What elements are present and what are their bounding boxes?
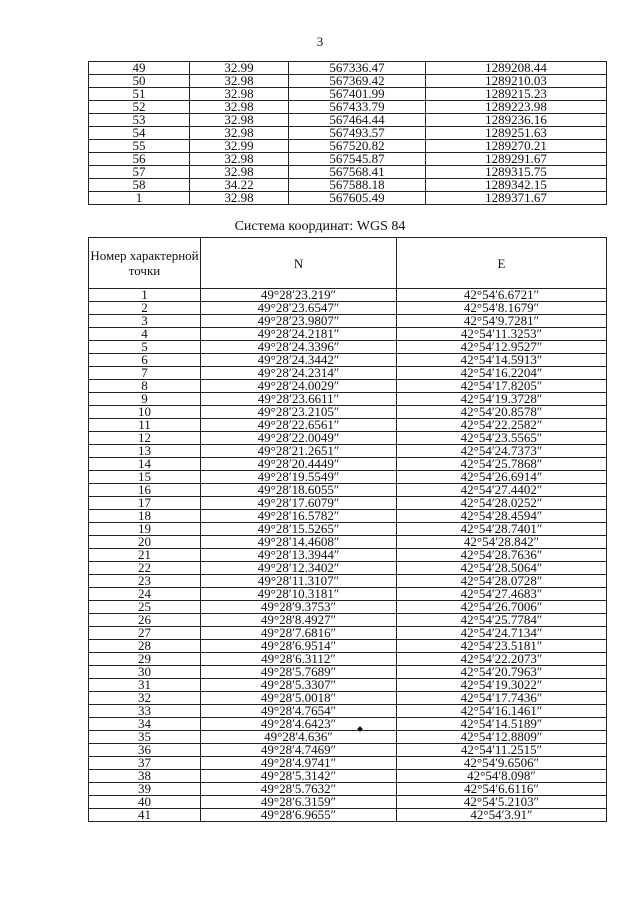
table-cell: 42°54′27.4402″ [397, 484, 607, 497]
table-cell: 567336.47 [289, 62, 426, 75]
table-cell: 34 [89, 718, 201, 731]
table-cell: 1 [89, 289, 201, 302]
table-row [89, 166, 607, 179]
table-cell: 49°28′7.6816″ [201, 627, 397, 640]
table-cell: 567588.18 [289, 179, 426, 192]
table-cell: 9 [89, 393, 201, 406]
table-cell: 42°54′20.8578″ [397, 406, 607, 419]
table-row [89, 614, 607, 627]
table-cell: 567493.57 [289, 127, 426, 140]
page-number: 3 [316, 34, 324, 49]
table-cell: 1289342.15 [426, 179, 607, 192]
table-cell: 49°28′24.3442″ [201, 354, 397, 367]
table-header-row [89, 238, 607, 289]
table-cell: 42°54′28.4594″ [397, 510, 607, 523]
table-cell: 16 [89, 484, 201, 497]
table-row [89, 809, 607, 822]
table-cell: 42°54′17.7436″ [397, 692, 607, 705]
table-cell: 42°54′20.7963″ [397, 666, 607, 679]
header-n: N [201, 238, 397, 289]
table-cell: 40 [89, 796, 201, 809]
table-cell: 10 [89, 406, 201, 419]
table-row [89, 718, 607, 731]
table-cell: 567369.42 [289, 75, 426, 88]
table-row [89, 302, 607, 315]
table-cell: 38 [89, 770, 201, 783]
table-cell: 32.98 [190, 127, 289, 140]
table-row [89, 354, 607, 367]
table-cell: 41 [89, 809, 201, 822]
table-cell: 42°54′25.7868″ [397, 458, 607, 471]
table-cell: 567464.44 [289, 114, 426, 127]
table-cell: 42°54′11.2515″ [397, 744, 607, 757]
table-cell: 1289315.75 [426, 166, 607, 179]
table-cell: 567605.49 [289, 192, 426, 205]
table-cell: 14 [89, 458, 201, 471]
table-cell: 42°54′26.6914″ [397, 471, 607, 484]
table-cell: 49°28′14.4608″ [201, 536, 397, 549]
table-cell: 49°28′5.0018″ [201, 692, 397, 705]
table-row [89, 393, 607, 406]
header-point-number: Номер характерной точки [89, 238, 201, 289]
table-cell: 49°28′22.6561″ [201, 419, 397, 432]
table-cell: 23 [89, 575, 201, 588]
table-cell: 42°54′9.6506″ [397, 757, 607, 770]
table-row [89, 523, 607, 536]
table-row [89, 341, 607, 354]
table-row [89, 114, 607, 127]
table-cell: 49°28′23.6547″ [201, 302, 397, 315]
table-cell: 42°54′28.5064″ [397, 562, 607, 575]
table-row [89, 471, 607, 484]
table-row [89, 328, 607, 341]
table-row [89, 757, 607, 770]
table-row [89, 705, 607, 718]
table-cell: 42°54′12.9527″ [397, 341, 607, 354]
table-cell: 32.98 [190, 101, 289, 114]
table-row [89, 783, 607, 796]
table-cell: 49°28′5.7689″ [201, 666, 397, 679]
table-cell: 42°54′28.7636″ [397, 549, 607, 562]
table-cell: 32.98 [190, 114, 289, 127]
table-cell: 49°28′24.2181″ [201, 328, 397, 341]
table-cell: 31 [89, 679, 201, 692]
table-row [89, 179, 607, 192]
table-cell: 32.99 [190, 62, 289, 75]
table-cell: 49°28′6.9655″ [201, 809, 397, 822]
table-cell: 33 [89, 705, 201, 718]
table-cell: 4 [89, 328, 201, 341]
table-cell: 42°54′28.7401″ [397, 523, 607, 536]
table-cell: 55 [89, 140, 190, 153]
table-cell: 35 [89, 731, 201, 744]
table-cell: 42°54′28.0728″ [397, 575, 607, 588]
table-cell: 36 [89, 744, 201, 757]
table-cell: 42°54′6.6721″ [397, 289, 607, 302]
table-row [89, 640, 607, 653]
table-cell: 567401.99 [289, 88, 426, 101]
table-cell: 42°54′3.91″ [397, 809, 607, 822]
table-row [89, 445, 607, 458]
table-cell: 32.98 [190, 75, 289, 88]
table-cell: 42°54′12.8809″ [397, 731, 607, 744]
table-row [89, 484, 607, 497]
table-cell: 42°54′5.2103″ [397, 796, 607, 809]
table-row [89, 549, 607, 562]
table-row [89, 510, 607, 523]
table-cell: 29 [89, 653, 201, 666]
table-cell: 42°54′17.8205″ [397, 380, 607, 393]
table-cell: 58 [89, 179, 190, 192]
table-cell: 7 [89, 367, 201, 380]
table-cell: 42°54′11.3253″ [397, 328, 607, 341]
table-row [89, 127, 607, 140]
table-cell: 6 [89, 354, 201, 367]
table-row [89, 653, 607, 666]
table-cell: 32.98 [190, 88, 289, 101]
table-cell: 57 [89, 166, 190, 179]
table-cell: 1289291.67 [426, 153, 607, 166]
table-cell: 49°28′6.3112″ [201, 653, 397, 666]
table-cell: 52 [89, 101, 190, 114]
table-cell: 39 [89, 783, 201, 796]
table-cell: 49°28′5.3142″ [201, 770, 397, 783]
table-cell: 49 [89, 62, 190, 75]
table-cell: 42°54′22.2073″ [397, 653, 607, 666]
table-row [89, 367, 607, 380]
table-row [89, 315, 607, 328]
table-cell: 1289223.98 [426, 101, 607, 114]
table-cell: 32.98 [190, 153, 289, 166]
table-row [89, 62, 607, 75]
table-cell: 2 [89, 302, 201, 315]
table-row [89, 770, 607, 783]
table-cell: 42°54′28.0252″ [397, 497, 607, 510]
table-cell: 49°28′8.4927″ [201, 614, 397, 627]
table-cell: 49°28′12.3402″ [201, 562, 397, 575]
table-cell: 42°54′27.4683″ [397, 588, 607, 601]
table-cell: 49°28′4.6423″ [201, 718, 397, 731]
table-row [89, 458, 607, 471]
table-cell: 24 [89, 588, 201, 601]
table-row [89, 419, 607, 432]
coordinates-table-wgs84-body [89, 289, 607, 822]
table-cell: 49°28′10.3181″ [201, 588, 397, 601]
table-row [89, 192, 607, 205]
table-cell: 21 [89, 549, 201, 562]
table-cell: 42°54′19.3022″ [397, 679, 607, 692]
coordinates-table-wgs84 [88, 237, 607, 822]
table-cell: 49°28′11.3107″ [201, 575, 397, 588]
table-cell: 49°28′6.9514″ [201, 640, 397, 653]
table-cell: 1289270.21 [426, 140, 607, 153]
table-cell: 42°54′22.2582″ [397, 419, 607, 432]
table-cell: 15 [89, 471, 201, 484]
table-cell: 49°28′15.5265″ [201, 523, 397, 536]
table-cell: 42°54′9.7281″ [397, 315, 607, 328]
table-cell: 567520.82 [289, 140, 426, 153]
table-cell: 1289236.16 [426, 114, 607, 127]
coordinates-table-msk [88, 61, 607, 205]
table-cell: 32.98 [190, 166, 289, 179]
table-cell: 51 [89, 88, 190, 101]
table-cell: 34.22 [190, 179, 289, 192]
table-cell: 5 [89, 341, 201, 354]
table-cell: 18 [89, 510, 201, 523]
table-cell: 567433.79 [289, 101, 426, 114]
table-cell: 49°28′4.7469″ [201, 744, 397, 757]
table-cell: 42°54′16.2204″ [397, 367, 607, 380]
table-cell: 1289371.67 [426, 192, 607, 205]
table-row [89, 101, 607, 114]
table-row [89, 627, 607, 640]
table-cell: 49°28′4.9741″ [201, 757, 397, 770]
table-cell: 49°28′16.5782″ [201, 510, 397, 523]
table-row [89, 289, 607, 302]
table-cell: 49°28′23.9807″ [201, 315, 397, 328]
table-cell: 37 [89, 757, 201, 770]
table-row [89, 562, 607, 575]
table-cell: 567568.41 [289, 166, 426, 179]
table-row [89, 601, 607, 614]
table-row [89, 588, 607, 601]
table-cell: 19 [89, 523, 201, 536]
table-cell: 49°28′19.5549″ [201, 471, 397, 484]
table-cell: 26 [89, 614, 201, 627]
table-cell: 32 [89, 692, 201, 705]
table-cell: 49°28′24.2314″ [201, 367, 397, 380]
table-cell: 53 [89, 114, 190, 127]
table-cell: 49°28′20.4449″ [201, 458, 397, 471]
table-cell: 49°28′23.6611″ [201, 393, 397, 406]
table-cell: 42°54′8.1679″ [397, 302, 607, 315]
table-cell: 11 [89, 419, 201, 432]
table-cell: 42°54′19.3728″ [397, 393, 607, 406]
table-cell: 49°28′23.2105″ [201, 406, 397, 419]
table-cell: 32.99 [190, 140, 289, 153]
table-cell: 49°28′24.3396″ [201, 341, 397, 354]
table-cell: 49°28′5.3307″ [201, 679, 397, 692]
table-row [89, 153, 607, 166]
table-cell: 49°28′13.3944″ [201, 549, 397, 562]
table-cell: 25 [89, 601, 201, 614]
table-cell: 1289208.44 [426, 62, 607, 75]
table-cell: 13 [89, 445, 201, 458]
table-cell: 42°54′16.1461″ [397, 705, 607, 718]
table-cell: 3 [89, 315, 201, 328]
table-cell: 32.98 [190, 192, 289, 205]
table-cell: 42°54′14.5913″ [397, 354, 607, 367]
header-e: E [397, 238, 607, 289]
table-cell: 49°28′5.7632″ [201, 783, 397, 796]
table-cell: 1 [89, 192, 190, 205]
table-row [89, 744, 607, 757]
table-row [89, 692, 607, 705]
table-cell: 28 [89, 640, 201, 653]
table-row [89, 575, 607, 588]
table-cell: 42°54′25.7784″ [397, 614, 607, 627]
table-cell: 567545.87 [289, 153, 426, 166]
table-cell: 1289210.03 [426, 75, 607, 88]
table-row [89, 666, 607, 679]
table-cell: 22 [89, 562, 201, 575]
table-cell: 42°54′14.5189″ [397, 718, 607, 731]
table-cell: 49°28′4.636″ [201, 731, 397, 744]
table-cell: 42°54′6.6116″ [397, 783, 607, 796]
table-cell: 42°54′8.098″ [397, 770, 607, 783]
table-cell: 49°28′17.6079″ [201, 497, 397, 510]
table-cell: 49°28′9.3753″ [201, 601, 397, 614]
table-cell: 8 [89, 380, 201, 393]
table-cell: 56 [89, 153, 190, 166]
table-row [89, 140, 607, 153]
table-row [89, 679, 607, 692]
table-cell: 1289215.23 [426, 88, 607, 101]
coordinates-table-msk-body [89, 62, 607, 205]
table-row [89, 497, 607, 510]
table-cell: 42°54′26.7006″ [397, 601, 607, 614]
table-cell: 42°54′24.7373″ [397, 445, 607, 458]
table-cell: 27 [89, 627, 201, 640]
table-row [89, 406, 607, 419]
table-cell: 49°28′24.0029″ [201, 380, 397, 393]
table-cell: 50 [89, 75, 190, 88]
table-cell: 17 [89, 497, 201, 510]
table-cell: 49°28′21.2651″ [201, 445, 397, 458]
table-row [89, 731, 607, 744]
table-cell: 49°28′23.219″ [201, 289, 397, 302]
table-row [89, 536, 607, 549]
table-row [89, 75, 607, 88]
table-cell: 49°28′6.3159″ [201, 796, 397, 809]
table-row [89, 796, 607, 809]
table-cell: 49°28′22.0049″ [201, 432, 397, 445]
table-row [89, 88, 607, 101]
table-row [89, 380, 607, 393]
table-cell: 20 [89, 536, 201, 549]
table-cell: 42°54′24.7134″ [397, 627, 607, 640]
table-cell: 1289251.63 [426, 127, 607, 140]
table-cell: 49°28′18.6055″ [201, 484, 397, 497]
table-cell: 42°54′23.5565″ [397, 432, 607, 445]
table-cell: 12 [89, 432, 201, 445]
table-row [89, 432, 607, 445]
coordinate-system-caption: Система координат: WGS 84 [234, 219, 406, 234]
table-cell: 42°54′28.842″ [397, 536, 607, 549]
table-cell: 49°28′4.7654″ [201, 705, 397, 718]
table-cell: 54 [89, 127, 190, 140]
table-cell: 42°54′23.5181″ [397, 640, 607, 653]
table-cell: 30 [89, 666, 201, 679]
